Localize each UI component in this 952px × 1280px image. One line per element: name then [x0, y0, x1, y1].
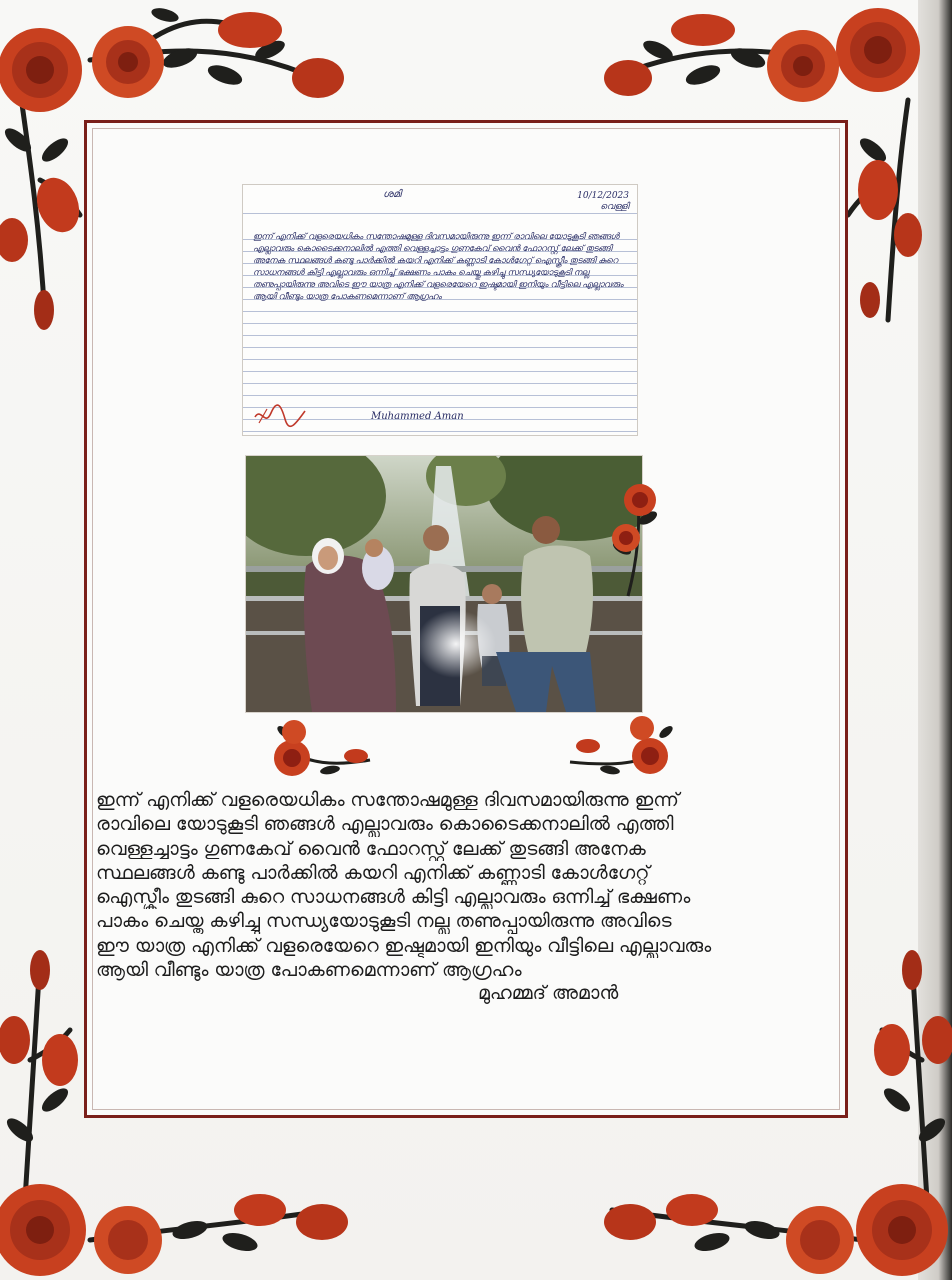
rose-cluster-bottom-icon: [270, 712, 680, 792]
note-title: ശമി: [383, 189, 402, 200]
note-date-line-1: 10/12/2023: [577, 191, 629, 201]
typed-line: ഇന്ന് എനിക്ക് വളരെയധികം സന്തോഷമുള്ള ദിവസമായിരുന്നു ഇന്ന്: [96, 788, 679, 811]
typed-line: ഐസ്ക്രീം തുടങ്ങി കുറെ സാധനങ്ങൾ കിട്ടി എല്ലാവരും ഒന്നിച്ച് ഭക്ഷണം: [96, 885, 691, 909]
typed-line: രാവിലെ യോടുകൂടി ഞങ്ങൾ എല്ലാവരും കൊടൈക്കനാലിൽ എത്തി: [96, 812, 674, 836]
red-scribble-mark: [251, 403, 311, 429]
typed-line: സ്ഥലങ്ങൾ കണ്ടു പാർക്കിൽ കയറി എനിക്ക് കണ്ണാടി കോൾഗേറ്റ്: [96, 860, 650, 884]
typed-diary-text: [96, 788, 826, 982]
typed-line: ഈ യാത്ര എനിക്ക് വളരെയേറെ ഇഷ്ടമായി ഇനിയും വീട്ടിലെ എല്ലാവരും: [96, 933, 712, 957]
note-date-line-2: വെള്ളി: [600, 202, 629, 212]
note-date: [577, 191, 629, 213]
family-photo: [246, 456, 642, 712]
rose-cluster-icon: [598, 478, 672, 598]
typed-line: പാകം ചെയ്തു കഴിച്ചു സന്ധ്യയോടുകൂടി നല്ല തണുപ്പായിരുന്നു അവിടെ: [96, 909, 672, 933]
typed-line: വെള്ളച്ചാട്ടം ഗുണകേവ് വൈൻ ഫോറസ്റ്റ് ലേക്ക് തുടങ്ങി അനേക: [96, 836, 646, 860]
note-body: ഇന്ന് എനിക്ക് വളരെയധികം സന്തോഷമുള്ള ദിവസമായിരുന്നു ഇന്ന് രാവിലെ യോടുകൂടി ഞങ്ങൾ എല്ലാവരും കൊടൈക്കനാലിൽ എത്തി വെള്ളച്ചാട്ടം ഗുണകേവ് വൈൻ ഫോറസ്റ്റ് ലേക്ക് തുടങ്ങി അനേക സ്ഥലങ്ങൾ കണ്ടു പാർക്കിൽ കയറി എനിക്ക് കണ്ണാടി കോൾഗേറ്റ് ഐസ്ക്രീം തുടങ്ങി കുറെ സാധനങ്ങൾ കിട്ടി എല്ലാവരും ഒന്നിച്ച് ഭക്ഷണം പാകം ചെയ്തു കഴിച്ചു സന്ധ്യയോടുകൂടി നല്ല തണുപ്പായിരുന്നു അവിടെ ഈ യാത്ര എനിക്ക് വളരെയേറെ ഇഷ്ടമായി ഇനിയും വീട്ടിലെ എല്ലാവരും ആയി വീണ്ടും യാത്ര പോകണമെന്നാണ് ആഗ്രഹം: [253, 232, 624, 303]
typed-signature: മുഹമ്മദ് അമാൻ: [478, 982, 619, 1004]
handwritten-note: [242, 184, 638, 436]
note-signature: Muhammed Aman: [371, 411, 464, 422]
typed-line: ആയി വീണ്ടും യാത്ര പോകണമെന്നാണ് ആഗ്രഹം: [96, 958, 522, 982]
